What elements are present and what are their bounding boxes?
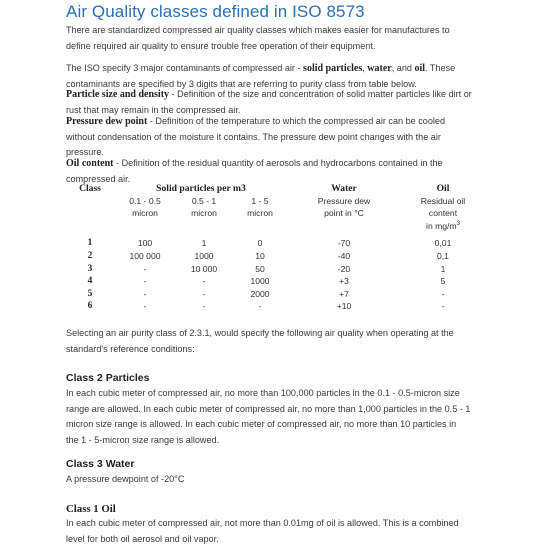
class-2-line-3: micron size range is allowed. In each cubic meter of compressed air, no more than 10 particles in <box>66 419 457 429</box>
table-row <box>66 275 486 288</box>
oil-unit-superscript: 3 <box>456 221 460 227</box>
oil-term: oil <box>414 63 426 74</box>
particle-line-2: rust that may remain in the compressed air. <box>66 104 241 115</box>
oil-line-1: - Definition of the residual quantity of aerosols and hydrocarbons contained in the <box>113 158 443 168</box>
class-2-paragraph <box>66 386 486 448</box>
cell-class: 6 <box>87 301 93 312</box>
cell-size-1: - <box>143 301 147 312</box>
cell-water: -20 <box>337 263 351 274</box>
cell-size-3: 1000 <box>250 276 270 287</box>
class-1-heading: Class 1 Oil <box>66 503 116 515</box>
table-row <box>66 300 486 313</box>
subheader-water <box>288 196 400 232</box>
header-oil: Oil <box>436 183 450 194</box>
cell-size-2: 1000 <box>194 250 214 261</box>
cell-water: +7 <box>339 288 349 299</box>
cell-oil: 0,1 <box>437 250 449 261</box>
cell-size-2: - <box>202 276 206 287</box>
cell-size-1: 100 <box>137 238 153 249</box>
particle-line-1: - Definition of the size and concentration of solid matter particles like dirt or <box>169 89 472 99</box>
oil-sub-3: in mg/m <box>426 220 457 231</box>
cell-oil: 1 <box>440 263 446 274</box>
cell-oil: - <box>441 288 445 299</box>
header-solid-particles: Solid particles per m3 <box>156 183 246 194</box>
cell-size-1: - <box>143 276 147 287</box>
cell-size-3: 0 <box>257 238 263 249</box>
class-1-paragraph <box>66 516 486 547</box>
solid-particles-term: solid particles <box>303 63 363 74</box>
table-row <box>66 250 486 263</box>
subheader-size-2 <box>176 196 232 232</box>
subheader-oil <box>400 196 486 232</box>
intro-line-1: There are standardized compressed air quality classes which makes easier for manufactures to <box>66 25 450 35</box>
dewpoint-line-1: - Definition of the temperature to which the compressed air can be cooled <box>147 116 446 126</box>
cell-size-1: 100 000 <box>129 250 161 261</box>
dewpoint-definition <box>66 114 486 161</box>
class-3-line-1: A pressure dewpoint of -20°C <box>66 474 185 484</box>
oil-content-term: Oil content <box>66 158 114 169</box>
cell-size-3: 50 <box>255 263 265 274</box>
oil-line-2: compressed air. <box>66 173 131 184</box>
selecting-line-1: Selecting an air purity class of 2.3.1, would specify the following air quality when operating at the <box>66 328 454 338</box>
particle-term: Particle size and density <box>66 89 170 100</box>
class-1-line-2: level for both oil aerosol and oil vapor. <box>66 533 219 544</box>
size-unit: micron <box>132 207 158 218</box>
dewpoint-line-3: pressure. <box>66 147 104 157</box>
intro-line-2: define required air quality to ensure trouble free operation of their equipment. <box>66 40 376 51</box>
table-header-row <box>66 183 486 196</box>
cell-oil: 5 <box>440 276 446 287</box>
cell-water: +3 <box>339 276 349 287</box>
cell-size-2: 10 000 <box>190 263 218 274</box>
purity-class-table <box>66 183 486 313</box>
table-subheader-row <box>66 196 486 232</box>
class-2-heading: Class 2 Particles <box>66 372 150 384</box>
cell-class: 2 <box>87 250 93 261</box>
class-2-line-2: range are allowed. In each cubic meter of compressed air, no more than 1,000 particles in the 0.5 - 1 <box>66 403 471 414</box>
cell-size-2: - <box>202 301 206 312</box>
page-title: Air Quality classes defined in ISO 8573 <box>66 2 365 21</box>
subheader-size-3 <box>232 196 288 232</box>
intro-paragraph <box>66 23 486 54</box>
header-class: Class <box>79 183 101 194</box>
cell-water: +10 <box>336 301 352 312</box>
contaminants-line-1-post: . These <box>425 63 456 73</box>
size-unit: micron <box>247 207 273 218</box>
cell-class: 5 <box>87 288 93 299</box>
separator: , <box>362 63 368 73</box>
class-1-line-1: In each cubic meter of compressed air, not more than 0.01mg of oil is allowed. This is a combined <box>66 518 459 528</box>
cell-size-1: - <box>143 263 147 274</box>
size-range: 0.1 - 0.5 <box>129 196 161 206</box>
contaminants-line-1-pre: The ISO specify 3 major contaminants of compressed air - <box>66 63 304 73</box>
size-range: 1 - 5 <box>251 196 269 206</box>
cell-size-3: 2000 <box>250 288 270 299</box>
cell-class: 1 <box>87 238 93 249</box>
water-sub-2: point in °C <box>324 207 364 218</box>
table-row <box>66 237 486 250</box>
water-sub-1: Pressure dew <box>317 196 371 206</box>
size-unit: micron <box>191 207 217 218</box>
header-water: Water <box>331 183 357 194</box>
cell-size-2: - <box>202 288 206 299</box>
dewpoint-line-2: without condensation of the moisture it contains. The pressure dew point changes with the air <box>66 131 441 142</box>
subheader-size-1 <box>114 196 176 232</box>
cell-oil: 0,01 <box>434 238 452 249</box>
table-row <box>66 263 486 276</box>
cell-size-2: 1 <box>201 238 207 249</box>
class-3-paragraph <box>66 472 486 488</box>
water-term: water <box>367 63 392 74</box>
cell-class: 3 <box>87 263 93 274</box>
cell-size-3: - <box>258 301 262 312</box>
table-row <box>66 288 486 301</box>
separator: , and <box>391 63 415 73</box>
cell-size-1: - <box>143 288 147 299</box>
size-range: 0.5 - 1 <box>191 196 217 206</box>
class-2-line-1: In each cubic meter of compressed air, no more than 100,000 particles in the 0.1 - 0.5-micron size <box>66 388 460 398</box>
cell-size-3: 10 <box>255 250 265 261</box>
cell-water: -40 <box>337 250 351 261</box>
class-2-line-4: the 1 - 5-micron size range is allowed. <box>66 434 220 445</box>
cell-oil: - <box>441 301 445 312</box>
selecting-paragraph <box>66 326 486 357</box>
contaminants-line-2: contaminants are specified by 3 digits that are referring to purity class from table below. <box>66 78 417 89</box>
oil-sub-2: content <box>428 207 458 218</box>
subheader-empty <box>66 196 114 232</box>
selecting-line-2: standard's reference conditions: <box>66 343 195 354</box>
cell-water: -70 <box>337 238 351 249</box>
oil-sub-1: Residual oil <box>420 196 466 206</box>
class-3-heading: Class 3 Water <box>66 458 135 470</box>
dewpoint-term: Pressure dew point <box>66 116 148 127</box>
cell-class: 4 <box>87 276 93 287</box>
